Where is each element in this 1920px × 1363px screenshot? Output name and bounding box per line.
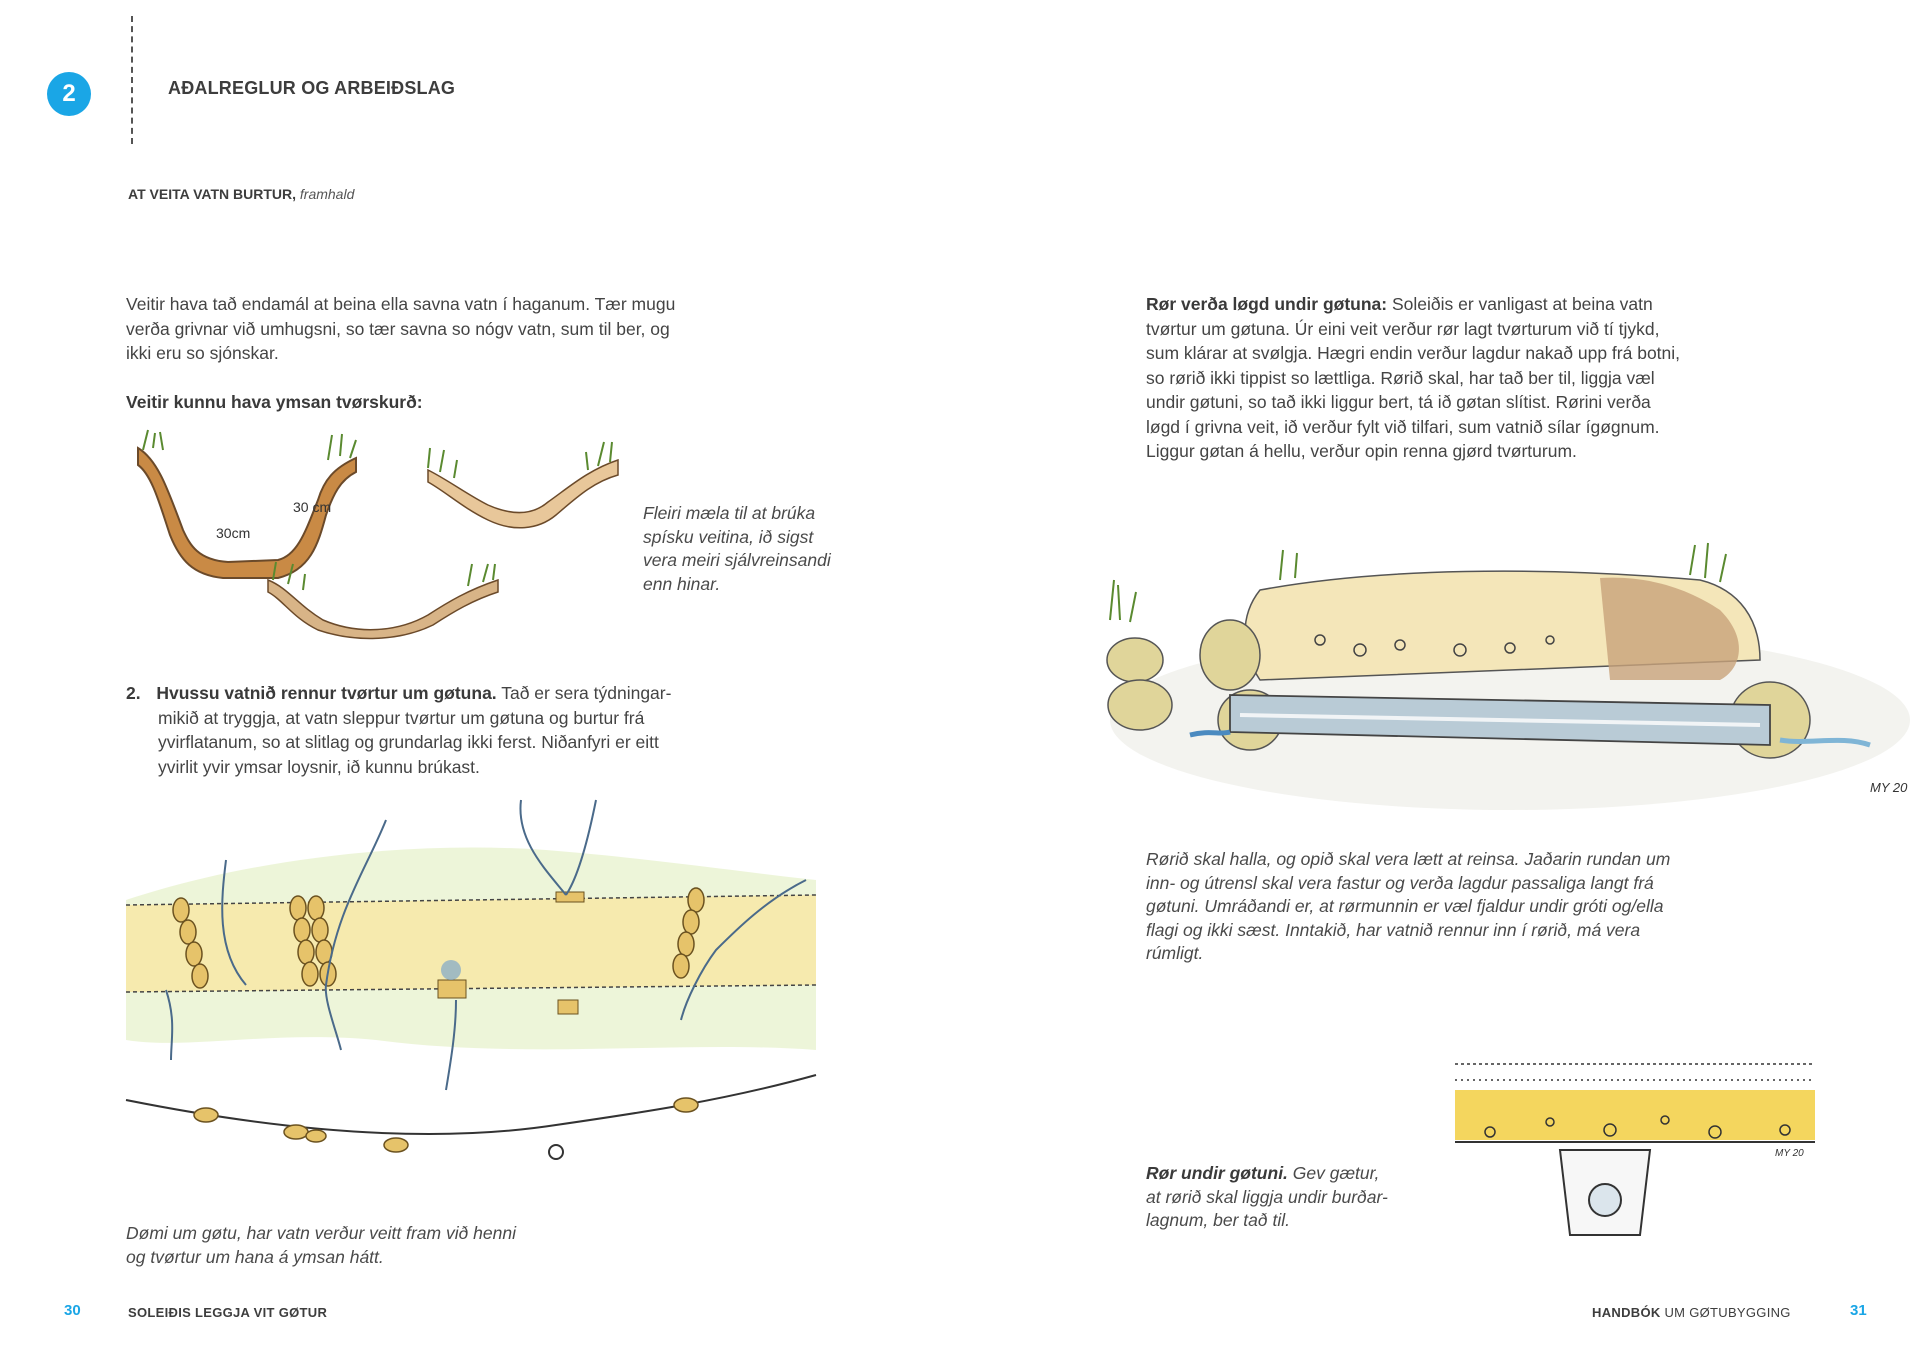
ditch-caption-line: vera meiri sjálvreinsandi — [643, 550, 831, 570]
pipe-line: Liggur gøtan á hellu, verður opin renna gjørd tvørturum. — [1146, 441, 1577, 461]
right-page-number: 31 — [1850, 1302, 1867, 1319]
right-footer-bold: HANDBÓK — [1592, 1305, 1661, 1320]
pipe-line: sum klárar at svølgja. Hægri endin verður lagdur nakað upp frá botni, — [1146, 343, 1681, 363]
left-page-number: 30 — [64, 1302, 81, 1319]
item-2-first-line — [126, 681, 786, 706]
item-2-paragraph — [126, 681, 786, 779]
culvert-top — [556, 892, 584, 902]
gravel-layer — [1455, 1090, 1815, 1140]
pipe-line: Soleiðis er vanligast at beina vatn — [1391, 294, 1653, 314]
road-caption-line: og tvørtur um hana á ymsan hátt. — [126, 1246, 384, 1267]
intro-line: verða grivnar við umhugsni, so tær savna so nógv vatn, sum til ber, og — [126, 318, 670, 339]
culvert-bottom — [558, 1000, 578, 1014]
pipe-caption-line: inn- og útrensl skal vera fastur og verða lagdur passaliga langt frá — [1146, 872, 1654, 893]
under-road-bold: Rør undir gøtuni. — [1146, 1163, 1288, 1183]
pipe-caption-line: flagi og ikki sæst. Inntakið, har vatnið rennur inn í rørið, má vera — [1146, 919, 1641, 940]
item-line: yvirlit yvir ymsar loysnir, ið kunnu brúkast. — [158, 756, 480, 777]
artist-signature: MY 20 — [1870, 780, 1908, 795]
under-road-line: at rørið skal liggja undir burðar- — [1146, 1186, 1388, 1207]
intro-line: Veitir hava tað endamál at beina ella savna vatn í haganum. Tær mugu — [126, 294, 676, 314]
under-road-line: lagnum, ber tað til. — [1146, 1210, 1290, 1230]
header-divider — [131, 16, 133, 144]
item-line: yvirflatanum, so at slitlag og grundarlag ikki ferst. Niðanfyri er eitt — [158, 732, 659, 752]
ditch-crosssection-illustration — [128, 420, 658, 640]
ditch-label-bottom: 30cm — [216, 525, 251, 541]
road-crosssection — [126, 1075, 816, 1134]
ditch-label-width: 30 cm — [293, 499, 332, 515]
pipe-line: so rørið ikki tippist so lættliga. Rørið skal, har tað ber til, liggja væl — [1146, 367, 1655, 388]
road-plan-illustration — [126, 800, 846, 1200]
pipe-caption-line: rúmligt. — [1146, 943, 1204, 963]
ditch-caption — [643, 502, 831, 596]
item-line: mikið at tryggja, at vatn sleppur tvørtur um gøtuna og burtur frá — [158, 707, 645, 728]
pipe-under-road-illustration — [1080, 520, 1920, 820]
chapter-title: AÐALREGLUR OG ARBEIÐSLAG — [168, 78, 456, 98]
crosssection-heading: Veitir kunnu hava ymsan tvørskurð: — [126, 392, 423, 412]
pipe-circle-crosssection — [549, 1145, 563, 1159]
right-footer-title — [1592, 1305, 1791, 1320]
ditch-caption-line: spísku veitina, ið sigst — [643, 526, 814, 547]
pipe-crosssection-illustration — [1455, 1060, 1825, 1270]
artist-signature-small: MY 20 — [1775, 1148, 1804, 1159]
item-line: Tað er sera týdningar- — [501, 683, 672, 703]
pipe-line: tvørtur um gøtuna. Úr eini veit verður rør lagt tvørturum við tí tjykd, — [1146, 318, 1660, 339]
under-road-first-line — [1146, 1162, 1388, 1186]
section-title-suffix: framhald — [299, 186, 355, 202]
culvert-middle — [438, 980, 466, 998]
pipe-caption-line: Rørið skal halla, og opið skal vera lætt at reinsa. Jaðarin rundan um — [1146, 849, 1671, 869]
pipe-circle — [1589, 1184, 1621, 1216]
section-title-text: AT VEITA VATN BURTUR, — [128, 186, 296, 202]
pipe-paragraph — [1146, 292, 1806, 464]
pipe-caption — [1146, 848, 1670, 966]
section-title — [128, 186, 354, 202]
road-caption — [126, 1222, 516, 1269]
under-road-caption — [1146, 1162, 1388, 1233]
ditch-caption-line: Fleiri mæla til at brúka — [643, 503, 816, 523]
item-number: 2. — [126, 683, 141, 703]
pipe-line: undir gøtuni, so tað ikki liggur bert, tá ið gøtan slítist. Rørini verða — [1146, 392, 1651, 412]
item-bold-title: Hvussu vatnið rennur tvørtur um gøtuna. — [156, 683, 497, 703]
pipe-line: løgd í grivna veit, ið verður fylt við tilfari, sum vatnið sílar ígøgnum. — [1146, 416, 1660, 437]
ditch-caption-line: enn hinar. — [643, 573, 721, 594]
intro-line: ikki eru so sjónskar. — [126, 343, 279, 363]
right-footer-rest: UM GØTUBYGGING — [1660, 1305, 1791, 1320]
left-footer-title: SOLEIÐIS LEGGJA VIT GØTUR — [128, 1305, 328, 1320]
chapter-number-badge: 2 — [47, 72, 91, 116]
ditch-shallow — [428, 460, 618, 528]
pipe-first-line — [1146, 292, 1806, 317]
intro-paragraph — [126, 292, 675, 366]
pipe-bold-title: Rør verða løgd undir gøtuna: — [1146, 294, 1388, 314]
pipe-caption-line: gøtuni. Umráðandi er, at rørmunnin er væl fjaldur undir gróti og/ella — [1146, 896, 1664, 916]
under-road-line: Gev gætur, — [1292, 1163, 1380, 1183]
road-caption-line: Dømi um gøtu, har vatn verður veitt fram við henni — [126, 1223, 516, 1243]
road-band — [126, 895, 816, 992]
